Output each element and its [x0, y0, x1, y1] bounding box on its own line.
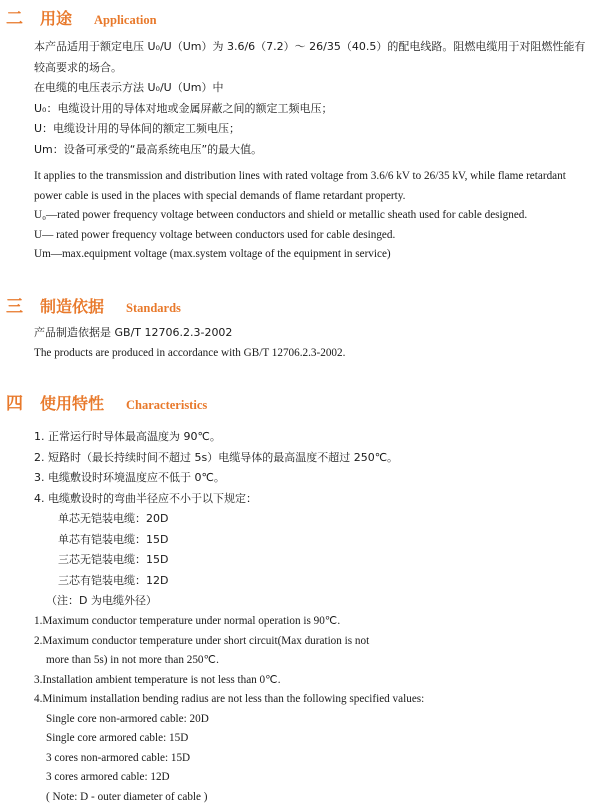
- list-subitem: 单芯有铠装电缆：15D: [58, 532, 169, 546]
- text-line: 产品制造依据是 GB/T 12706.2.3-2002: [34, 326, 233, 339]
- section-number: 四: [6, 394, 23, 414]
- list-item: 2. 短路时（最长持续时间不超过 5s）电缆导体的最高温度不超过 250℃。: [34, 450, 399, 464]
- text-line: The products are produced in accordance with GB/T 12706.2.3-2002.: [34, 346, 346, 359]
- list-note: （注：D 为电缆外径）: [46, 594, 157, 607]
- text-line: U₀—rated power frequency voltage between conductors and shield or metallic sheath used for cable designed.: [34, 209, 528, 221]
- text-line: Um—max.equipment voltage (max.system voltage of the equipment in service): [34, 248, 391, 260]
- list-subitem: 单芯无铠装电缆：20D: [58, 512, 169, 525]
- characteristics-zh-list: [34, 427, 594, 612]
- list-subitem: Single core armored cable: 15D: [46, 732, 189, 744]
- list-note: ( Note: D - outer diameter of cable ): [46, 790, 208, 803]
- text-line: Um：设备可承受的“最高系统电压”的最大值。: [34, 142, 263, 156]
- section-title-en: Standards: [126, 301, 181, 315]
- application-zh-text: [34, 37, 594, 160]
- section-application-heading: [6, 4, 157, 29]
- section-standards-heading: [6, 292, 181, 317]
- list-subitem: 3 cores non-armored cable: 15D: [46, 751, 191, 764]
- text-line: U：电缆设计用的导体间的额定工频电压；: [34, 122, 241, 135]
- text-line: 较高要求的场合。: [34, 60, 122, 74]
- characteristics-en-list: [34, 612, 594, 807]
- text-line: power cable is used in the places with special demands of flame retardant property.: [34, 189, 406, 202]
- text-line: 本产品适用于额定电压 U₀/U（Um）为 3.6/6（7.2）～ 26/35（40.5）的配电线路。阻燃电缆用于对阻燃性能有: [34, 40, 586, 53]
- section-characteristics-heading: [6, 389, 207, 414]
- section-title-zh: 用途: [40, 9, 73, 28]
- text-line: U— rated power frequency voltage between conductors used for cable desinged.: [34, 228, 396, 241]
- section-title-en: Application: [94, 13, 157, 27]
- text-line: 在电缆的电压表示方法 U₀/U（Um）中: [34, 81, 224, 94]
- list-subitem: 3 cores armored cable: 12D: [46, 771, 170, 783]
- list-subitem: 三芯无铠装电缆：15D: [58, 553, 169, 566]
- list-item: 1. 正常运行时导体最高温度为 90℃。: [34, 430, 221, 443]
- list-subitem: Single core non-armored cable: 20D: [46, 712, 209, 725]
- section-number: 三: [6, 297, 23, 317]
- list-item-continuation: more than 5s) in not more than 250℃.: [46, 654, 219, 666]
- section-title-zh: 使用特性: [40, 394, 105, 413]
- text-line: It applies to the transmission and distribution lines with rated voltage from 3.6/6 kV to 26/35 kV, while flame retardant: [34, 170, 566, 182]
- application-en-text: [34, 167, 594, 265]
- list-item: 3.Installation ambient temperature is not less than 0℃.: [34, 673, 281, 686]
- list-item: 4. 电缆敷设时的弯曲半径应不小于以下规定：: [34, 491, 257, 505]
- section-title-en: Characteristics: [126, 398, 208, 412]
- list-subitem: 三芯有铠装电缆：12D: [58, 573, 169, 587]
- list-item: 1.Maximum conductor temperature under normal operation is 90℃.: [34, 615, 341, 627]
- list-item: 4.Minimum installation bending radius are not less than the following specified values:: [34, 693, 425, 705]
- standards-text: [34, 323, 594, 363]
- section-title-zh: 制造依据: [40, 297, 105, 316]
- section-number: 二: [6, 9, 23, 29]
- list-item: 3. 电缆敷设时环境温度应不低于 0℃。: [34, 471, 225, 484]
- list-item: 2.Maximum conductor temperature under short circuit(Max duration is not: [34, 634, 370, 647]
- text-line: U₀：电缆设计用的导体对地或金属屏蔽之间的额定工频电压；: [34, 101, 333, 115]
